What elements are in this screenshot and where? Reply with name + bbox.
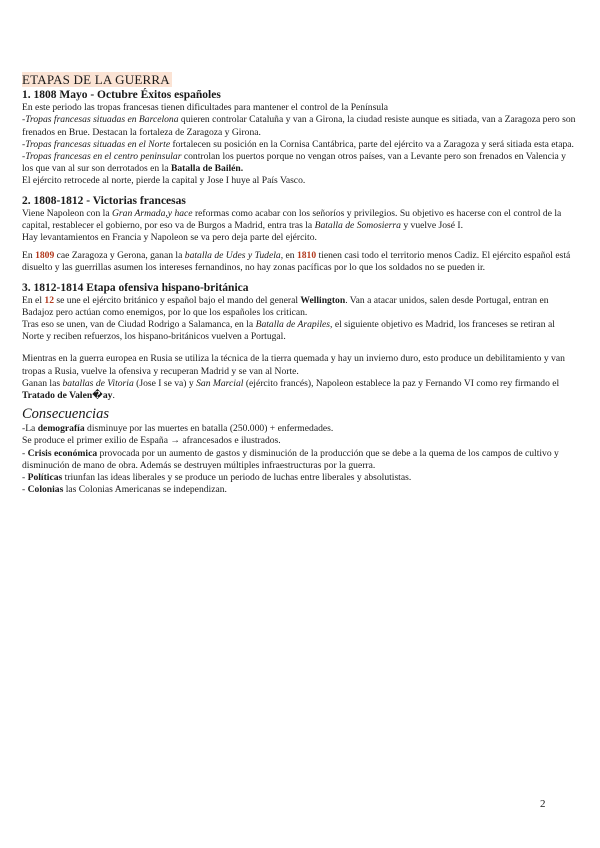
section-1-intro: En este periodo las tropas francesas tienen dificultades para mantener el control de la Península	[22, 102, 389, 114]
text: y vuelve José I.	[400, 219, 464, 231]
text: En	[22, 250, 36, 262]
text: se une el ejército británico y español bajo el mando del general	[53, 294, 301, 306]
text: Tras eso se unen, van de Ciudad Rodrigo a Salamanca, en la	[22, 319, 256, 331]
section-3-paragraph-4	[22, 378, 578, 402]
bold-term: Colonias	[27, 484, 64, 496]
section-2	[22, 194, 578, 275]
text: cae Zaragoza y Gerona, ganan la	[54, 250, 185, 262]
consequence-politics	[22, 472, 578, 484]
emphasis: San Marcial	[196, 377, 244, 389]
text: .	[112, 390, 115, 402]
bold-term: Tratado de Valen�ay	[22, 390, 113, 402]
emphasis: -Tropas francesas situadas en el Norte	[22, 138, 171, 150]
consequences-section	[22, 406, 578, 496]
text: controlan los puertos porque no vengan otros países, van a Levante pero son frenados en Valencia y los que van al sur son derrotados en la	[22, 151, 566, 175]
section-3-paragraph-2	[22, 319, 578, 343]
section-1	[22, 88, 578, 187]
section-1-bullet-3	[22, 151, 578, 175]
text: . Van a atacar unidos, salen desde Portugal, entran en Badajoz pero actúan como enemigos, por lo que los españoles los critican.	[22, 294, 549, 318]
year-highlight: 1810	[296, 250, 317, 262]
consequence-exile: Se produce el primer exilio de España → afrancesados e ilustrados.	[22, 435, 281, 447]
text: las Colonias Americanas se independizan.	[63, 484, 227, 496]
section-3-paragraph-3: Mientras en la guerra europea en Rusia se utiliza la técnica de la tierra quemada y hay un invierno duro, esto produce un debilitamiento y van tropas a Rusia, vuelve la ofensiva y recuperan Madrid y se van al Norte.	[22, 353, 565, 377]
section-1-bullet-1	[22, 114, 578, 138]
section-2-paragraph-1	[22, 208, 578, 232]
section-1-bullet-2	[22, 139, 578, 151]
text: triunfan las ideas liberales y se produce un periodo de luchas entre liberales y absolutistas.	[62, 472, 412, 484]
page-number: 2	[540, 798, 546, 810]
text: en	[283, 250, 297, 262]
text: (Jose I se va) y	[133, 377, 197, 389]
text: -	[22, 484, 28, 496]
section-3-paragraph-1	[22, 295, 578, 319]
emphasis: -Tropas francesas situadas en Barcelona	[22, 114, 179, 126]
consequence-demography	[22, 423, 578, 435]
text: -	[22, 472, 28, 484]
text: quieren controlar Cataluña y van a Girona, la ciudad resiste aunque es sitiada, van a Zaragoza pero son frenados en Brue. Destacan la fortaleza de Zaragoza y Girona.	[22, 114, 576, 138]
text: reformas como acabar con los señoríos y privilegios. Su objetivo es hacerse con el control de la capital, restablecer el gobierno, por eso va de Burgos a Madrid, entra tras la	[22, 207, 562, 231]
section-1-closing: El ejército retrocede al norte, pierde la capital y Jose I huye al País Vasco.	[22, 175, 306, 187]
emphasis: batallas de Vitoria	[62, 377, 134, 389]
bold-term: demografía	[37, 423, 85, 435]
text: fortalecen su posición en la Cornisa Cantábrica, parte del ejército va a Zaragoza y será sitiada esta etapa.	[170, 138, 574, 150]
emphasis: Batalla de Somosierra	[314, 219, 401, 231]
text: -La	[22, 423, 38, 435]
consequence-economy	[22, 448, 578, 472]
page-title: ETAPAS DE LA GUERRA	[22, 72, 170, 87]
text: disminuye por las muertes en batalla (250.000) + enfermedades.	[84, 423, 334, 435]
text: Ganan las	[22, 377, 63, 389]
section-3	[22, 281, 578, 403]
section-2-heading: 2. 1808-1812 - Victorias francesas	[22, 194, 186, 207]
text: En el	[22, 294, 45, 306]
year-highlight: 1809	[35, 250, 55, 262]
bold-term: Políticas	[27, 472, 63, 484]
text: tienen casi todo el territorio menos Cadiz. El ejército español está disuelto y las guerrillas asumen los intereses fernandinos, no hay zonas pacíficas por lo que los soldados no se pueden ir.	[22, 250, 571, 274]
emphasis: batalla de Udes y Tudela,	[184, 250, 284, 262]
bold-term: Wellington	[300, 294, 346, 306]
year-highlight: 12	[44, 294, 54, 306]
section-2-paragraph-3	[22, 250, 578, 274]
text: , el siguiente objetivo es Madrid, los franceses se retiran al Norte y reciben refuerzos, los hispano-británicos vuelven a Portugal.	[22, 319, 555, 343]
consequences-heading: Consecuencias	[22, 406, 109, 423]
emphasis: Gran Armada,y hace	[112, 207, 193, 219]
text: (ejército francés), Napoleon establece la paz y Fernando VI como rey firmando el	[243, 377, 560, 389]
page-content	[22, 72, 578, 496]
emphasis: Batalla de Arapiles	[255, 319, 331, 331]
emphasis: -Tropas francesas en el centro peninsular	[22, 151, 182, 163]
consequence-colonies	[22, 484, 578, 496]
section-3-heading: 3. 1812-1814 Etapa ofensiva hispano-británica	[22, 281, 249, 294]
section-1-heading: 1. 1808 Mayo - Octubre Éxitos españoles	[22, 89, 221, 102]
text: -	[22, 447, 28, 459]
section-2-paragraph-2: Hay levantamientos en Francia y Napoleon se va pero deja parte del ejército.	[22, 232, 317, 244]
text: provocada por un aumento de gastos y disminución de la producción que se debe a la quema de los campos de cultivo y disminución de mano de obra. Además se destruyen múltiples infraestructuras por la guerra.	[22, 447, 559, 471]
bold-term: Crisis económica	[27, 447, 98, 459]
bold-term: Batalla de Bailén.	[170, 163, 244, 175]
text: Viene Napoleon con la	[22, 207, 112, 219]
